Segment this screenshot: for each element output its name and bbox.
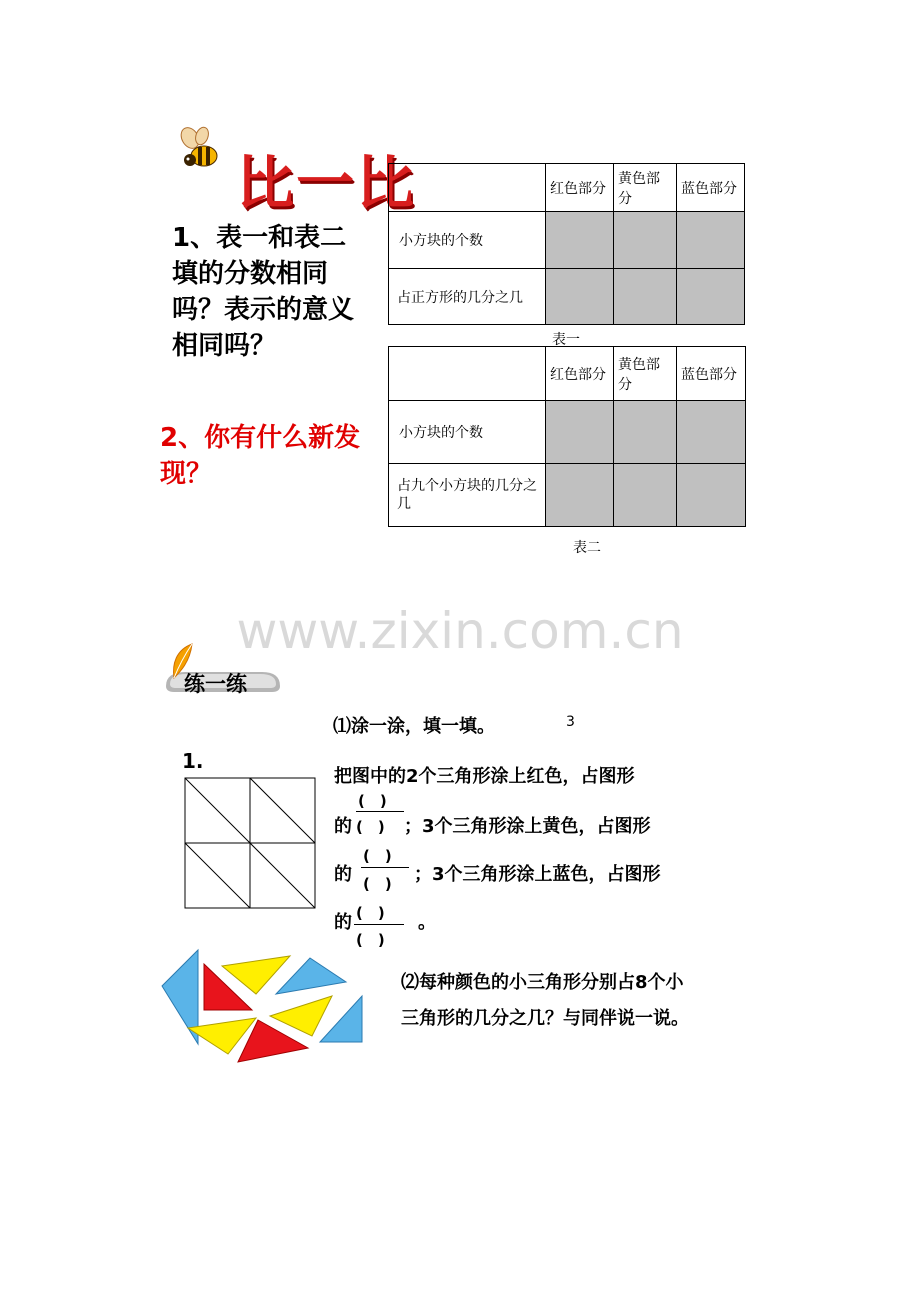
fraction-3-denominator[interactable]: ( ) xyxy=(356,931,385,949)
colored-triangles-figure xyxy=(158,946,368,1066)
part-2-line-1: ⑵每种颜色的小三角形分别占8个小 xyxy=(401,972,684,993)
table-2-caption: 表二 xyxy=(573,540,601,556)
table-2-cell[interactable] xyxy=(546,401,614,464)
square-grid-figure xyxy=(184,777,316,909)
watermark: www.zixin.com.cn xyxy=(236,602,684,660)
table-2-cell[interactable] xyxy=(614,464,677,527)
part-1-number: 3 xyxy=(566,714,575,730)
table-2-row-label: 占九个小方块的几分之几 xyxy=(389,464,546,527)
table-1-cell[interactable] xyxy=(614,212,677,269)
table-1-header-blue: 蓝色部分 xyxy=(677,164,745,212)
table-1-cell[interactable] xyxy=(546,212,614,269)
table-2-header-yellow: 黄色部分 xyxy=(614,347,677,401)
table-2-cell[interactable] xyxy=(614,401,677,464)
practice-label: 练一练 xyxy=(184,672,247,696)
fill-line-2-prefix: 的 xyxy=(334,816,352,837)
yellow-triangle xyxy=(222,956,290,994)
question-1: 1、表一和表二填的分数相同吗？表示的意义相同吗？ xyxy=(172,223,355,361)
table-1-caption: 表一 xyxy=(552,332,580,348)
table-1-row-label: 占正方形的几分之几 xyxy=(389,269,546,325)
bee-icon xyxy=(176,126,224,174)
fill-line-1: 把图中的2个三角形涂上红色，占图形 xyxy=(334,766,635,787)
table-1-header-red: 红色部分 xyxy=(546,164,614,212)
fraction-3-bar xyxy=(354,924,404,925)
fill-line-3-suffix: ；3个三角形涂上蓝色，占图形 xyxy=(414,864,661,885)
fraction-1-bar xyxy=(356,811,404,812)
blue-triangle xyxy=(276,958,346,994)
table-2-cell[interactable] xyxy=(677,464,746,527)
table-1-corner xyxy=(389,164,546,212)
table-1-cell[interactable] xyxy=(677,269,745,325)
yellow-triangle xyxy=(270,996,332,1036)
table-1-header-yellow: 黄色部分 xyxy=(614,164,677,212)
fraction-2-bar xyxy=(361,867,409,868)
table-2-cell[interactable] xyxy=(546,464,614,527)
fraction-3-numerator[interactable]: ( ) xyxy=(356,904,385,922)
table-2-header-blue: 蓝色部分 xyxy=(677,347,746,401)
part-2-line-2: 三角形的几分之几？与同伴说一说。 xyxy=(401,1008,689,1029)
fill-line-2-suffix: ；3个三角形涂上黄色，占图形 xyxy=(404,816,651,837)
fill-line-4-prefix: 的 xyxy=(334,912,352,933)
table-1-row-label: 小方块的个数 xyxy=(389,212,546,269)
fraction-1-denominator[interactable]: ( ) xyxy=(356,818,385,836)
part-1-title: ⑴涂一涂，填一填。 xyxy=(333,716,495,737)
table-1 xyxy=(388,163,745,325)
fraction-1-numerator[interactable]: ( ) xyxy=(358,792,387,810)
table-1-cell[interactable] xyxy=(614,269,677,325)
table-1-cell[interactable] xyxy=(546,269,614,325)
fill-line-4-suffix: 。 xyxy=(418,912,436,933)
fraction-2-numerator[interactable]: ( ) xyxy=(363,847,392,865)
table-2-row-label: 小方块的个数 xyxy=(389,401,546,464)
question-2: 2、你有什么新发现？ xyxy=(160,423,361,489)
fraction-2-denominator[interactable]: ( ) xyxy=(363,875,392,893)
table-2-cell[interactable] xyxy=(677,401,746,464)
fill-line-3-prefix: 的 xyxy=(334,864,352,885)
table-2-header-red: 红色部分 xyxy=(546,347,614,401)
table-2 xyxy=(388,346,746,527)
item-number: 1. xyxy=(182,749,204,773)
compare-title: 比一比 xyxy=(236,149,417,217)
table-2-corner xyxy=(389,347,546,401)
table-1-cell[interactable] xyxy=(677,212,745,269)
